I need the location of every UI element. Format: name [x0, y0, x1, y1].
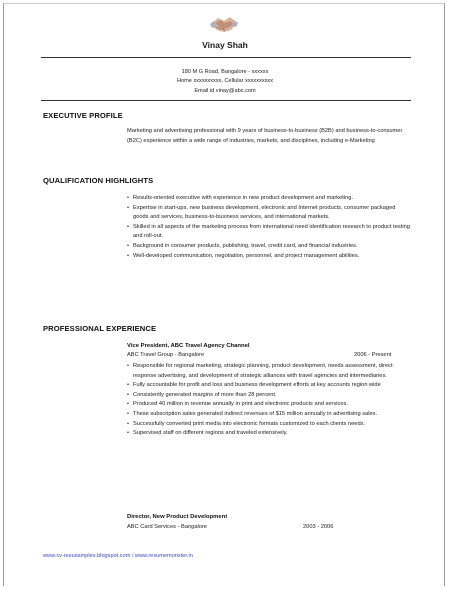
list-item: • Background in consumer products, publishing, travel, credit card, and financial industries.	[127, 242, 411, 252]
candidate-name: Vinay Shah	[202, 40, 248, 50]
responsibility-list	[127, 362, 411, 439]
list-item: • Results-oriented executive with experience in new product development and marketing.	[127, 194, 411, 204]
footer-links	[43, 553, 193, 559]
qualification-list	[127, 194, 411, 261]
list-item: • Skilled in all aspects of the marketing process from international need identification research to product testing and roll-out.	[127, 223, 411, 242]
job-company: ABC Travel Group - Bangalore	[127, 352, 205, 358]
footer-separator: /	[130, 553, 136, 559]
address-line: 180 M G Road, Bangalore - xxxxxx	[181, 69, 269, 75]
phone-line: Home xxxxxxxxxx, Cellular xxxxxxxxxx	[176, 78, 274, 84]
footer-link-site[interactable]: www.resumemonster.in	[135, 553, 193, 559]
list-item: • Consistently generated margins of more than 28 percent.	[127, 391, 411, 401]
list-item: • Responsible for regional marketing, strategic planning, product development, needs assessment, direct response advertising, and development of strategic alliances with travel agencies and intermediaries.	[127, 362, 411, 381]
handshake-icon	[209, 12, 239, 36]
job-title: Director, New Product Development	[127, 514, 228, 520]
list-item: • Supervised staff on different regions and traveled extensively.	[127, 429, 411, 439]
list-item: • Fully accountable for profit and loss and business development efforts at key accounts region wide	[127, 381, 411, 391]
list-item: • Produced 40 million in revenue annually in print and electronic products and services.	[127, 400, 411, 410]
list-item: • Expertise in start-ups, new business development, electronic and Internet products, consumer packaged goods and services, business-to-business services, and international markets.	[127, 204, 411, 223]
list-item: • These subscription sales generated indirect revenues of $15 million annually in advertising sales.	[127, 410, 411, 420]
section-title-executive-profile: EXECUTIVE PROFILE	[43, 111, 123, 120]
footer-link-blog[interactable]: www.cv-resusamples.blogspot.com	[43, 553, 131, 559]
job-title: Vice President, ABC Travel Agency Channel	[127, 343, 250, 349]
executive-profile-text: Marketing and advertising professional with 9 years of business-to-business (B2B) and business-to-consumer (B2C) experience within a wide range of industries, markets, and disciplines, including e-Marketing	[127, 128, 403, 144]
header-rule	[41, 57, 411, 58]
job-period: 2003 - 2006	[303, 524, 334, 530]
job-company: ABC Card Services - Bangalore	[127, 524, 207, 530]
job-period: 2006 - Present	[354, 352, 392, 358]
page-border-top	[3, 3, 445, 4]
section-title-professional-experience: PROFESSIONAL EXPERIENCE	[43, 324, 157, 333]
list-item: • Successfully converted print media into electronic formats customized to each clients needs.	[127, 420, 411, 430]
list-item: • Well-developed communication, negotiation, personnel, and project management abilities.	[127, 252, 411, 262]
section-title-qualification-highlights: QUALIFICATION HIGHLIGHTS	[43, 176, 154, 185]
contact-rule	[41, 100, 411, 101]
email-line: Email id vinay@abc.com	[194, 88, 256, 94]
